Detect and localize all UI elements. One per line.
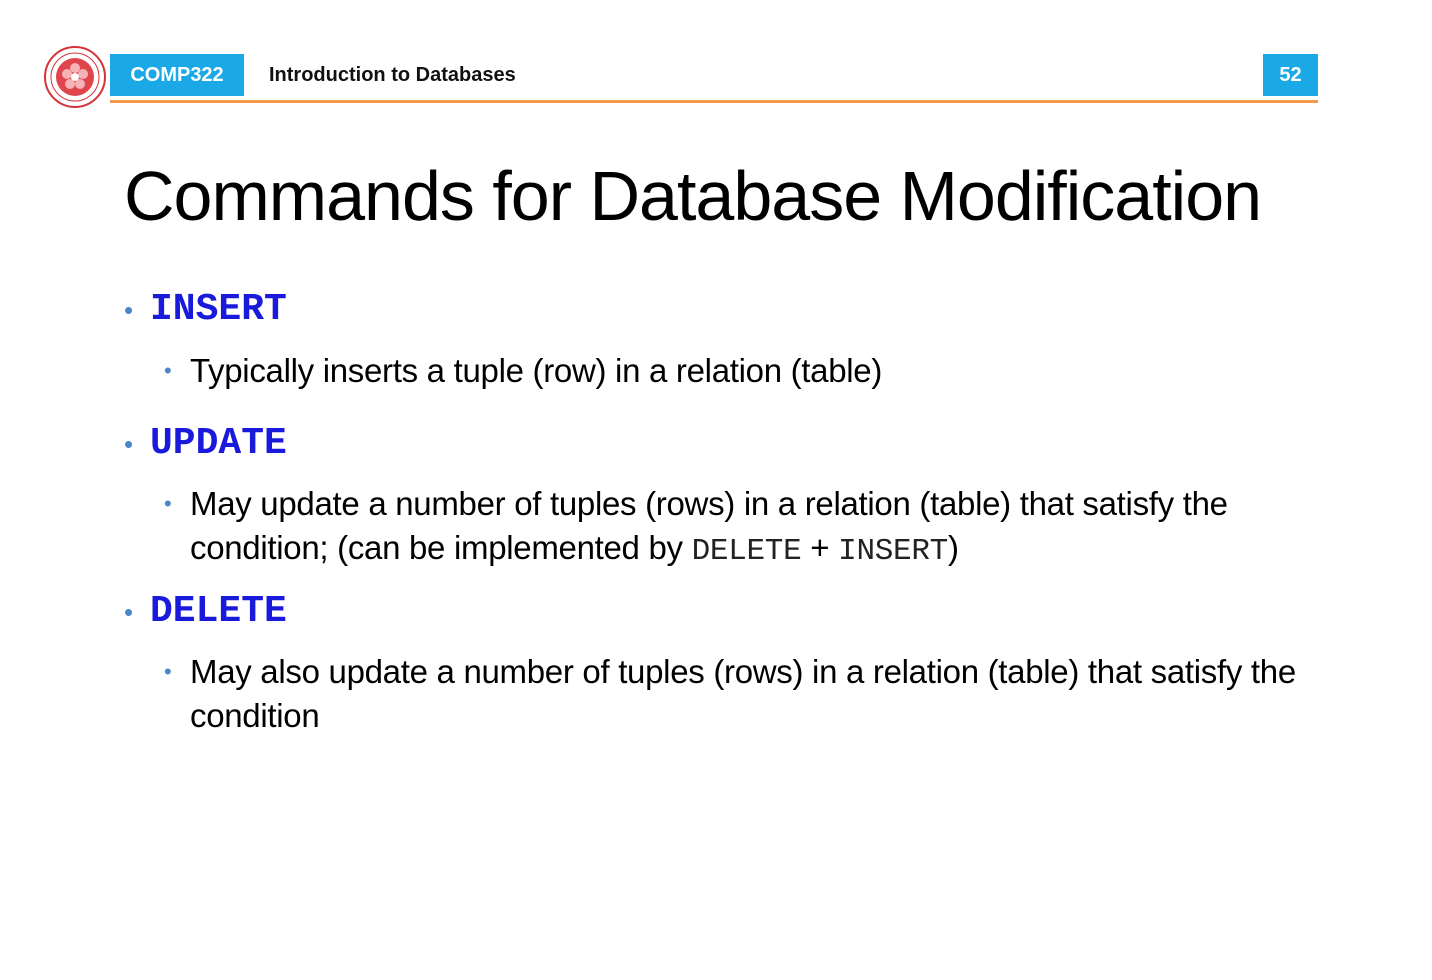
- bullet-dot-icon: •: [124, 429, 134, 459]
- code-insert: INSERT: [838, 534, 948, 569]
- plus-sign: +: [801, 529, 839, 566]
- sub-bullet-text: [190, 482, 1334, 574]
- sub-bullet-text: Typically inserts a tuple (row) in a relation (table): [190, 352, 883, 389]
- course-code-badge: COMP322: [110, 54, 244, 96]
- keyword-insert: INSERT: [150, 288, 287, 331]
- bullet-dot-icon: •: [164, 358, 172, 383]
- bullet-update: [124, 422, 287, 466]
- header-divider: [110, 100, 1318, 103]
- slide-title: Commands for Database Modification: [124, 157, 1262, 235]
- sub-bullet-insert: [164, 349, 1334, 393]
- keyword-update: UPDATE: [150, 422, 287, 465]
- bullet-dot-icon: •: [124, 597, 134, 627]
- course-title: Introduction to Databases: [269, 64, 516, 86]
- university-seal-icon: [44, 46, 106, 108]
- bullet-dot-icon: •: [164, 659, 172, 684]
- bullet-dot-icon: •: [124, 295, 134, 325]
- bullet-dot-icon: •: [164, 491, 172, 516]
- keyword-delete: DELETE: [150, 590, 287, 633]
- sub-bullet-lead: May update a number of tuples (rows) in a relation (table) that satisfy the condition; (can be implemented by: [190, 485, 1228, 566]
- bullet-delete: [124, 590, 287, 634]
- sub-bullet-text: May also update a number of tuples (rows) in a relation (table) that satisfy the condition: [190, 653, 1296, 734]
- page-number-badge: 52: [1263, 54, 1318, 96]
- sub-bullet-update: [164, 482, 1334, 574]
- sub-bullet-delete: [164, 650, 1334, 738]
- bullet-insert: [124, 288, 287, 332]
- sub-bullet-tail: ): [947, 529, 959, 566]
- code-delete: DELETE: [691, 534, 802, 569]
